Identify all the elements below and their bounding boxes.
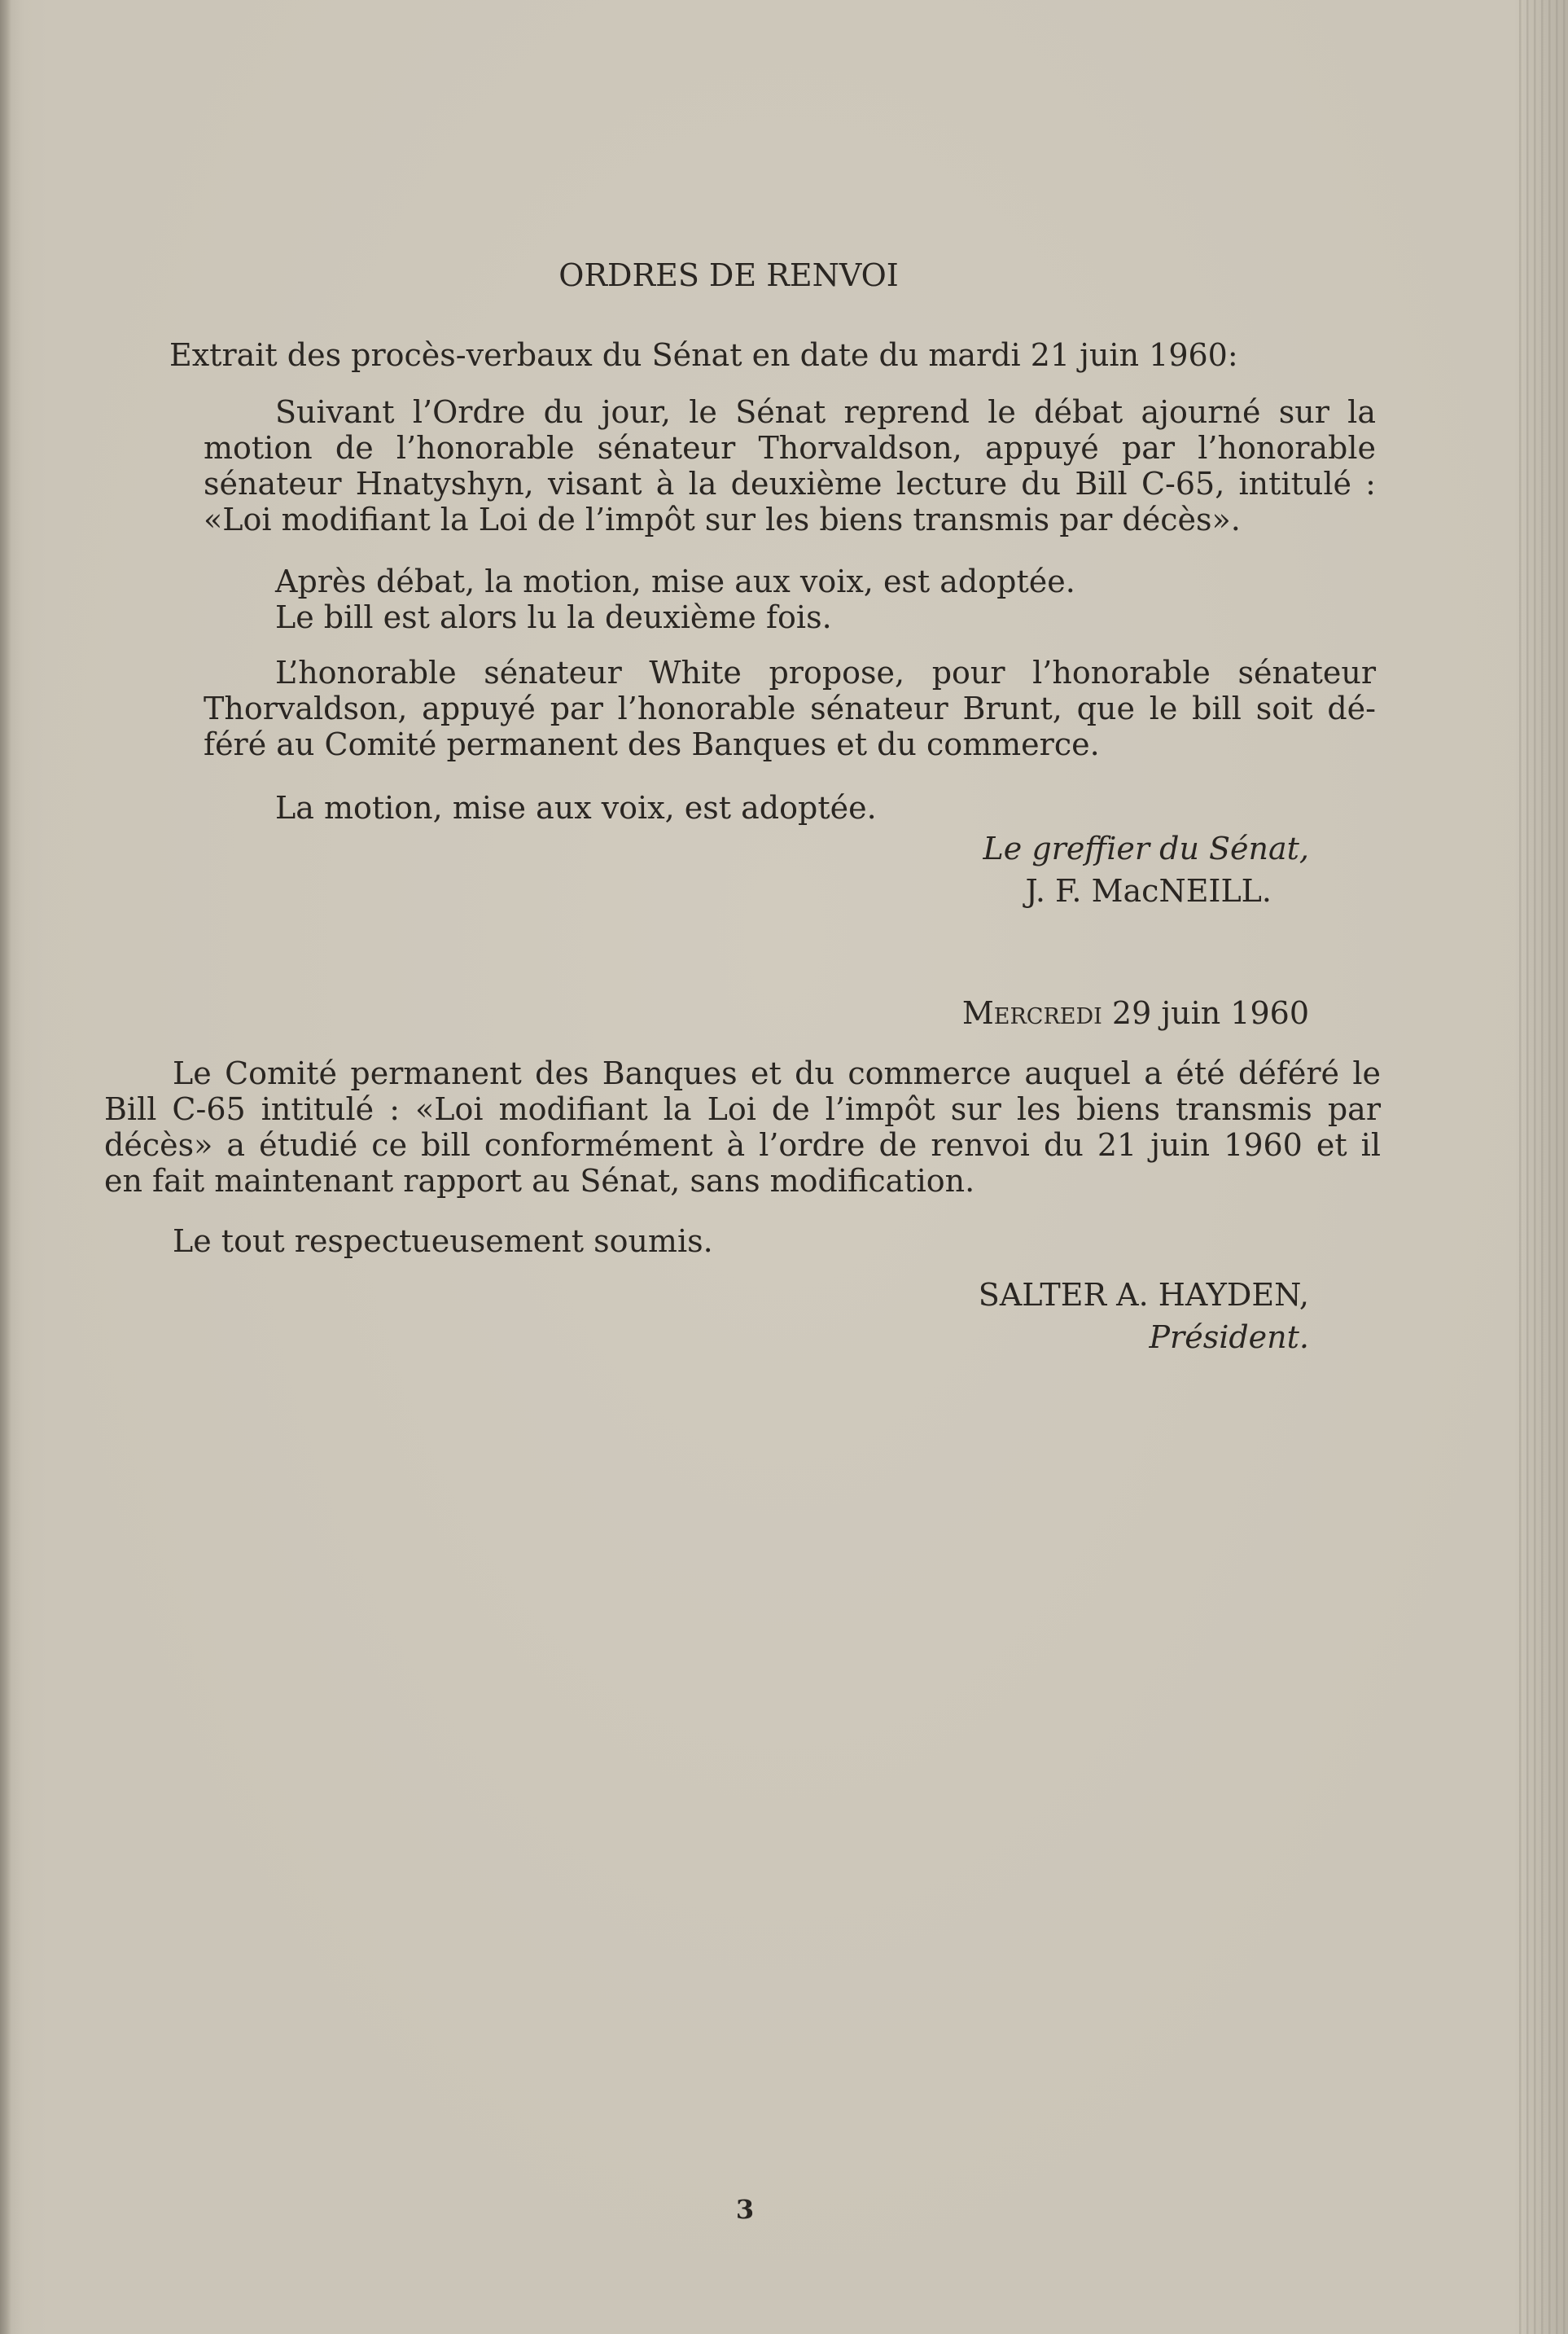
report-para2: Le tout respectueusement soumis. — [173, 1223, 713, 1259]
chairman-name: SALTER A. HAYDEN, — [978, 1277, 1309, 1313]
extract-para4: La motion, mise aux voix, est adoptée. — [275, 790, 877, 826]
report-para1-line1: Le Comité permanent des Banques et du commerce auquel a été déféré le — [173, 1055, 1381, 1091]
extract-para1-line4: «Loi modifiant la Loi de l’impôt sur les biens transmis par décès». — [204, 502, 1241, 537]
extract-para3-line3: féré au Comité permanent des Banques et du commerce. — [204, 726, 1100, 762]
extract-para2-line1: Après débat, la motion, mise aux voix, est adoptée. — [275, 564, 1075, 599]
extract-intro: Extrait des procès-verbaux du Sénat en date du mardi 21 juin 1960: — [169, 337, 1238, 373]
report-date-day: Mercredi — [961, 995, 1102, 1031]
page-left-edge — [0, 0, 11, 2334]
clerk-name: J. F. MacNEILL. — [1025, 873, 1272, 909]
report-para1-line4: en fait maintenant rapport au Sénat, sans modification. — [104, 1163, 975, 1199]
report-date-rest: 29 juin 1960 — [1102, 995, 1309, 1031]
page-title: ORDRES DE RENVOI — [558, 257, 899, 293]
extract-para3-line1: L’honorable sénateur White propose, pour l’honorable sénateur — [275, 655, 1376, 691]
extract-para2-line2: Le bill est alors lu la deuxième fois. — [275, 599, 832, 635]
report-para1-line3: décès» a étudié ce bill conformément à l’ordre de renvoi du 21 juin 1960 et il — [104, 1127, 1381, 1163]
report-date — [733, 995, 1309, 1031]
extract-para3-line2: Thorvaldson, appuyé par l’honorable sénateur Brunt, que le bill soit dé- — [204, 691, 1376, 726]
page-number: 3 — [735, 2194, 755, 2225]
extract-para1-line1: Suivant l’Ordre du jour, le Sénat reprend le débat ajourné sur la — [275, 394, 1376, 430]
chairman-title: Président. — [1149, 1319, 1309, 1355]
clerk-title: Le greffier du Sénat, — [983, 831, 1309, 866]
page-right-edge — [1519, 0, 1568, 2334]
report-para1-line2: Bill C-65 intitulé : «Loi modifiant la Loi de l’impôt sur les biens transmis par — [104, 1091, 1381, 1127]
extract-para1-line3: sénateur Hnatyshyn, visant à la deuxième lecture du Bill C-65, intitulé : — [204, 466, 1376, 502]
extract-para1-line2: motion de l’honorable sénateur Thorvaldson, appuyé par l’honorable — [204, 430, 1376, 466]
